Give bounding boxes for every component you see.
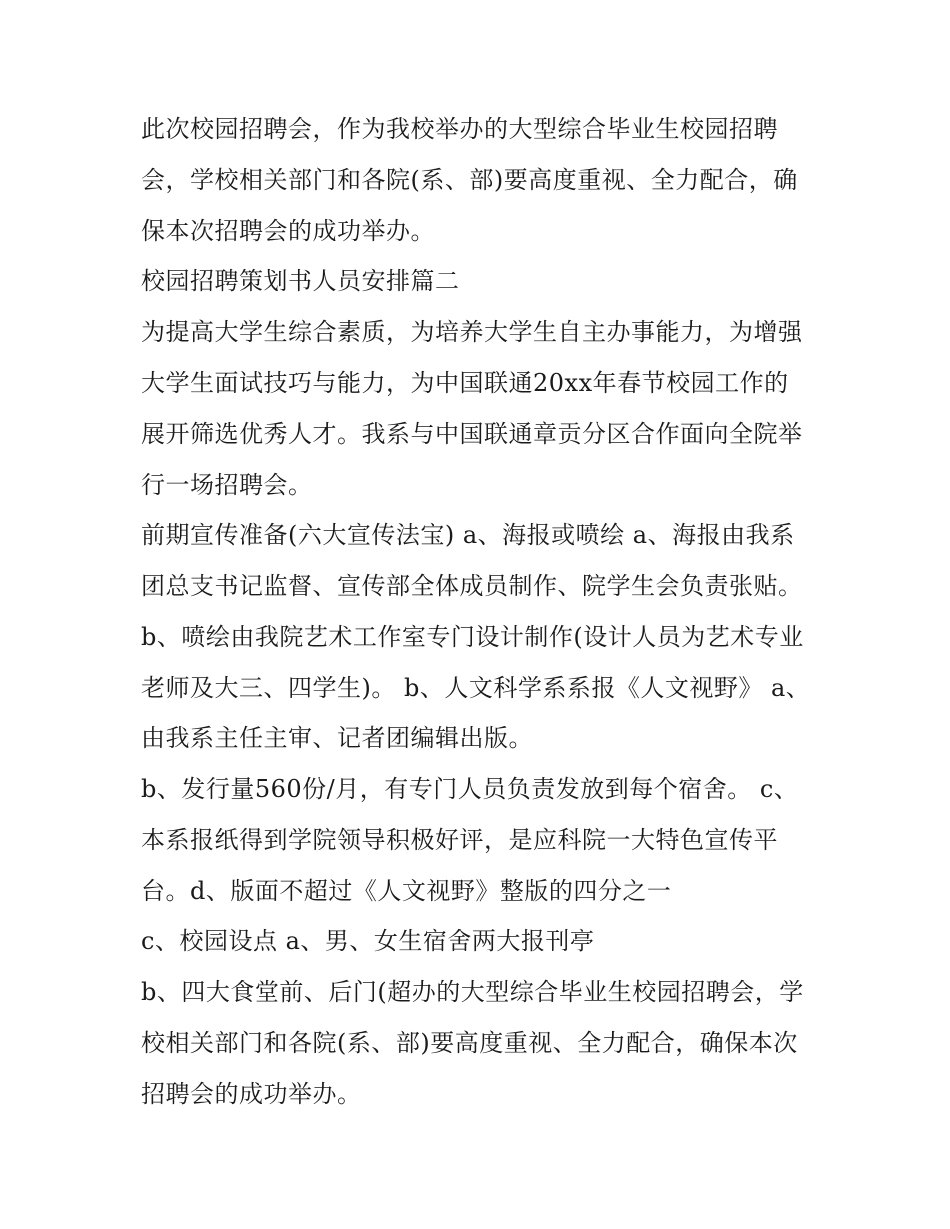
text-line: 展开筛选优秀人才。我系与中国联通章贡分区合作面向全院举 — [141, 420, 803, 448]
text-line: 前期宣传准备(六大宣传法宝) a、海报或喷绘 a、海报由我系 — [141, 521, 795, 549]
text-line: c、校园设点 a、男、女生宿舍两大报刊亭 — [141, 927, 595, 955]
section-heading: 校园招聘策划书人员安排篇二 — [141, 267, 460, 295]
text-line: 保本次招聘会的成功举办。 — [141, 217, 435, 245]
text-line: b、四大食堂前、后门(超办的大型综合毕业生校园招聘会，学 — [141, 978, 804, 1006]
text-line: 校相关部门和各院(系、部)要高度重视、全力配合，确保本次 — [141, 1029, 798, 1057]
text-line: 团总支书记监督、宣传部全体成员制作、院学生会负责张贴。 — [141, 572, 803, 600]
text-line: 为提高大学生综合素质，为培养大学生自主办事能力，为增强 — [141, 318, 803, 346]
text-line: 由我系主任主审、记者团编辑出版。 — [141, 724, 533, 752]
text-line: 老师及大三、四学生)。 b、人文科学系系报《人文视野》 a、 — [141, 674, 811, 702]
text-line: b、发行量560份/月，有专门人员负责发放到每个宿舍。 c、 — [141, 775, 799, 803]
text-line: 会，学校相关部门和各院(系、部)要高度重视、全力配合，确 — [141, 166, 798, 194]
text-line: 招聘会的成功举办。 — [141, 1080, 362, 1108]
text-line: b、喷绘由我院艺术工作室专门设计制作(设计人员为艺术专业 — [141, 623, 804, 651]
text-line: 本系报纸得到学院领导积极好评，是应科院一大特色宣传平 — [141, 826, 778, 854]
text-line: 行一场招聘会。 — [141, 471, 313, 499]
text-line: 大学生面试技巧与能力，为中国联通20xx年春节校园工作的 — [141, 369, 789, 397]
text-line: 台。d、版面不超过《人文视野》整版的四分之一 — [141, 877, 672, 905]
text-line: 此次校园招聘会，作为我校举办的大型综合毕业生校园招聘 — [141, 115, 778, 143]
